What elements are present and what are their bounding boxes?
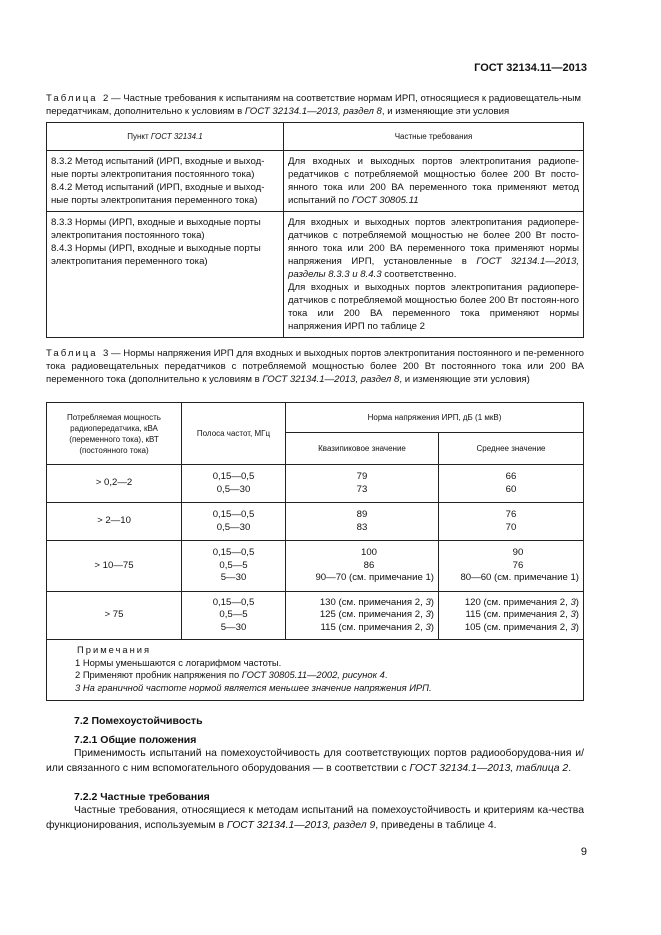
table-row: > 75 0,15—0,5 0,5—5 5—30 130 (см. примечания 2, 3) 125 (см. примечания 2, 3) 115 (см. примечания 2, 3) 120 (см. примечания 2, 3) 115 (см. примечания 2, 3) 105 (см. примечания 2, 3): [47, 592, 584, 640]
table3-qp-header: Квазипиковое значение: [286, 433, 439, 465]
table3-caption: Таблица 3 — Нормы напряжения ИРП для входных и выходных портов электропитания постоянного и пе-ременного тока радиовещательных передатчиков с потребляемой мощностью более 200 Вт постоянного тока или 200 ВА переменного тока (дополнительно к условиям в ГОСТ 32134.1—2013, раздел 8, и изменяющие эти условия): [46, 348, 584, 385]
section-7-2-2-title: 7.2.2 Частные требования: [74, 791, 210, 803]
document-id: ГОСТ 32134.11—2013: [474, 62, 587, 74]
table3-norm-header: Норма напряжения ИРП, дБ (1 мкВ): [286, 403, 584, 433]
table2: [46, 122, 584, 338]
section-7-2-1-title: 7.2.1 Общие положения: [74, 734, 197, 746]
section-7-2-title: 7.2 Помехоустойчивость: [74, 715, 203, 727]
table-row: > 10—75 0,15—0,5 0,5—5 5—30 100 86 90—70 (см. примечание 1) 90 76 80—60 (см. примечание 1): [47, 541, 584, 592]
table3-notes-row: [47, 640, 584, 701]
table3: [46, 402, 584, 701]
notes-title: Примечания: [77, 644, 152, 655]
table2-row1-right: Для входных и выходных портов электропитания радиопе-редатчиков с потребляемой мощностью более 200 Вт посто-янного тока или 200 ВА переменного тока применяют метод испытаний по ГОСТ 30805.11: [284, 151, 584, 212]
table3-notes: [47, 640, 584, 701]
table-row: > 2—10 0,15—0,5 0,5—30 89 83 76 70: [47, 503, 584, 541]
table2-row1-left: 8.3.2 Метод испытаний (ИРП, входные и выход- ные порты электропитания постоянного тока) 8.4.2 Метод испытаний (ИРП, входные и выход- ные порты электропитания переменного тока): [47, 151, 284, 212]
section-7-2-1-text: Применимость испытаний на помехоустойчивость для соответствующих портов радиооборудова-ния и/или связанного с ним вспомогательного оборудования — в соответствии с ГОСТ 32134.1—2013, таблица 2.: [46, 748, 584, 774]
note-2: 2 Применяют пробник напряжения по ГОСТ 30805.11—2002, рисунок 4.: [75, 669, 388, 680]
note-3: 3 На граничной частоте нормой является меньшее значение напряжения ИРП.: [75, 681, 432, 693]
note-1: 1 Нормы уменьшаются с логарифмом частоты.: [75, 656, 282, 668]
table2-row2-right: Для входных и выходных портов электропитания радиопеpе-датчиков с потребляемой мощностью не более 200 Вт посто-янного тока или 200 ВА переменного тока применяют нормы напряжения ИРП, установленные в ГОСТ 32134.1—2013, разделы 8.3.3 и 8.4.3 соответственно. Для входных и выходных портов электропитания радиопере-датчиков с потребляемой мощностью более 200 Вт постоян-ного тока или 200 ВА переменного тока применяют нормы напряжения ИРП по таблице 2: [284, 212, 584, 338]
table-row: [47, 151, 584, 212]
table3-avg-header: Среднее значение: [439, 433, 584, 465]
table2-col1-header: Пункт ГОСТ 32134.1: [47, 123, 284, 151]
table2-col2-header: Частные требования: [284, 123, 584, 151]
table2-caption: Таблица 2 — Частные требования к испытаниям на соответствие нормам ИРП, относящиеся к радиовещатель-ным передатчикам, дополнительно к условиям в ГОСТ 32134.1—2013, раздел 8, и изменяющие эти условия: [46, 93, 581, 117]
table3-power-header: Потребляемая мощность радиопередатчика, кВА (переменного тока), кВТ (постоянного тока): [47, 403, 182, 465]
section-7-2-2-text: Частные требования, относящиеся к методам испытаний на помехоустойчивость и критериям ка-чества функционирования, используемым в ГОСТ 32134.1—2013, раздел 9, приведены в таблице 4.: [46, 805, 584, 831]
table-row: [47, 212, 584, 338]
table3-band-header: Полоса частот, МГц: [182, 403, 286, 465]
page-number: 9: [580, 846, 587, 858]
table-row: > 0,2—2 0,15—0,5 0,5—30 79 73 66 60: [47, 465, 584, 503]
table2-row2-left: 8.3.3 Нормы (ИРП, входные и выходные порты электропитания постоянного тока) 8.4.3 Нормы (ИРП, входные и выходные порты электропитания переменного тока): [47, 212, 284, 338]
